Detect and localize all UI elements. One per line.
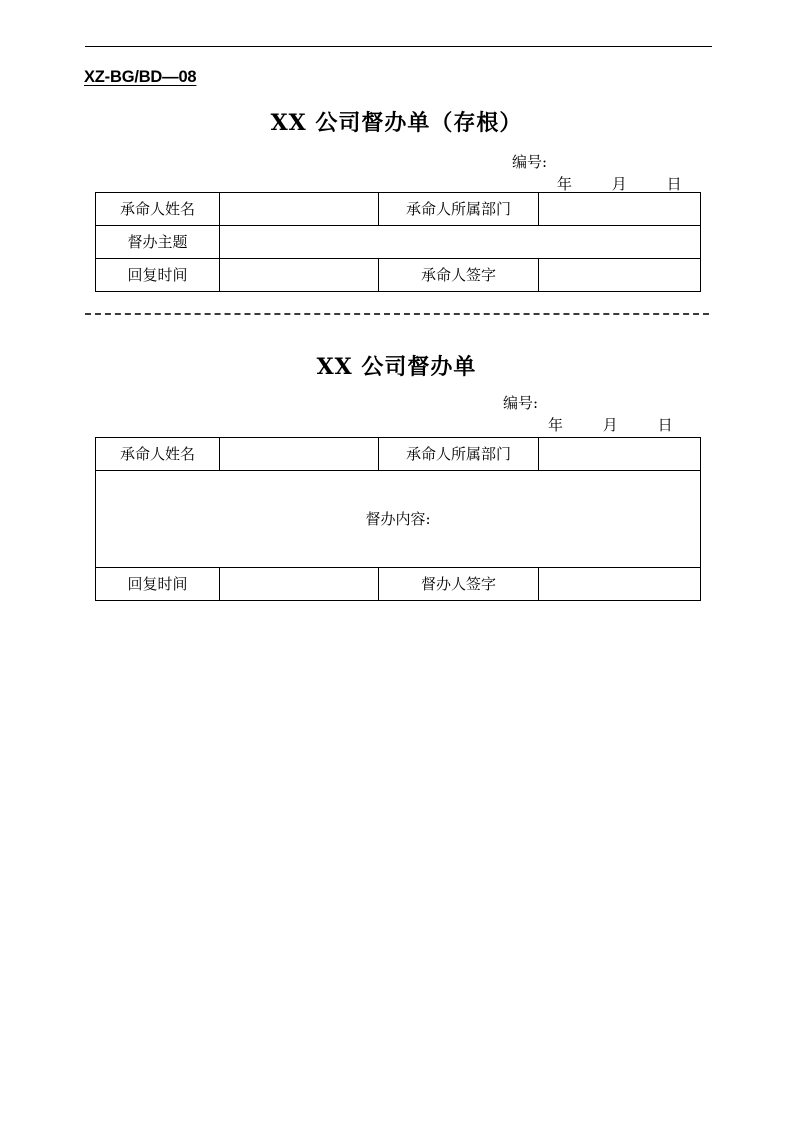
document-code: XZ-BG/BD—08: [84, 68, 197, 86]
field-label-recipient-name: 承命人姓名: [96, 438, 220, 471]
year-label-main: 年: [548, 416, 564, 434]
table-row: [96, 193, 701, 226]
table-row: [96, 226, 701, 259]
date-line-main: [503, 415, 673, 435]
number-label-stub: 编号:: [512, 153, 548, 171]
form-table-stub: [95, 192, 701, 292]
field-value-recipient-name[interactable]: [220, 438, 379, 471]
field-value-reply-time[interactable]: [220, 259, 379, 292]
day-label-stub: 日: [666, 175, 682, 193]
field-label-recipient-signature: 承命人签字: [379, 259, 539, 292]
field-value-supervisor-signature[interactable]: [539, 568, 701, 601]
field-value-recipient-department[interactable]: [539, 193, 701, 226]
field-label-recipient-department: 承命人所属部门: [379, 438, 539, 471]
meta-block-stub: [512, 152, 682, 194]
field-label-reply-time: 回复时间: [96, 568, 220, 601]
day-label-main: 日: [657, 416, 673, 434]
meta-block-main: [503, 393, 673, 435]
field-value-recipient-department[interactable]: [539, 438, 701, 471]
field-label-supervision-content[interactable]: 督办内容:: [96, 471, 701, 568]
table-row: [96, 471, 701, 568]
header-divider-rule: [85, 46, 712, 47]
number-label-main: 编号:: [503, 394, 539, 412]
month-label-main: 月: [602, 416, 618, 434]
page-title-main: XX 公司督办单: [316, 354, 477, 380]
table-row: [96, 438, 701, 471]
field-value-supervision-subject[interactable]: [220, 226, 701, 259]
table-row: [96, 259, 701, 292]
field-value-recipient-name[interactable]: [220, 193, 379, 226]
year-label-stub: 年: [557, 175, 573, 193]
cut-here-dashed-line: [85, 313, 709, 315]
field-label-reply-time: 回复时间: [96, 259, 220, 292]
month-label-stub: 月: [611, 175, 627, 193]
page-title-stub: XX 公司督办单（存根）: [270, 110, 523, 136]
form-table-main: [95, 437, 701, 601]
field-label-recipient-name: 承命人姓名: [96, 193, 220, 226]
field-label-recipient-department: 承命人所属部门: [379, 193, 539, 226]
table-row: [96, 568, 701, 601]
field-value-recipient-signature[interactable]: [539, 259, 701, 292]
field-value-reply-time[interactable]: [220, 568, 379, 601]
field-label-supervisor-signature: 督办人签字: [379, 568, 539, 601]
field-label-supervision-subject: 督办主题: [96, 226, 220, 259]
date-line-stub: [512, 174, 682, 194]
